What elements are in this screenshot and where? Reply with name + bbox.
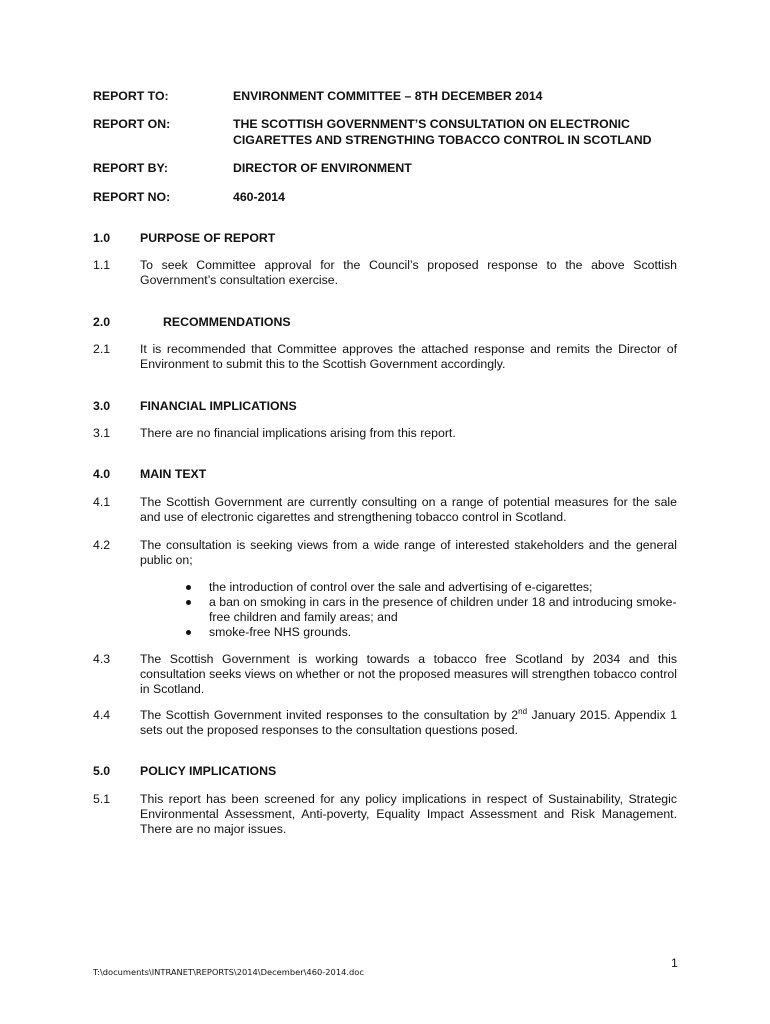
- report-no-value: 460-2014: [233, 190, 285, 204]
- para-4-2-text: The consultation is seeking views from a wide range of interested stakeholders and the general public on;: [140, 538, 677, 567]
- section-5-heading: POLICY IMPLICATIONS: [140, 764, 277, 778]
- para-3-1-number: 3.1: [93, 426, 111, 440]
- section-3-number: 3.0: [93, 399, 111, 413]
- report-on-value: THE SCOTTISH GOVERNMENT’S CONSULTATION ON ELECTRONIC CIGARETTES AND STRENGTHING TOBACCO CONTROL IN SCOTLAND: [233, 117, 652, 147]
- para-4-4-text: [140, 708, 677, 738]
- consultation-topics-list: [186, 580, 677, 640]
- report-to-label: REPORT TO:: [93, 89, 169, 103]
- para-1-1-text: To seek Committee approval for the Council’s proposed response to the above Scottish Government’s consultation exercise.: [140, 258, 677, 287]
- section-4-heading: MAIN TEXT: [140, 467, 207, 481]
- list-item-text: a ban on smoking in cars in the presence of children under 18 and introducing smoke-free children and family areas; and: [209, 595, 677, 624]
- report-to-value: ENVIRONMENT COMMITTEE – 8TH DECEMBER 2014: [233, 89, 543, 103]
- section-4-number: 4.0: [93, 467, 111, 481]
- file-path-footer: T:\documents\INTRANET\REPORTS\2014\December\460-2014.doc: [93, 967, 364, 977]
- section-1-heading: PURPOSE OF REPORT: [140, 231, 276, 245]
- bullet-icon: [186, 585, 191, 590]
- section-2-number: 2.0: [93, 315, 111, 329]
- section-2-heading: RECOMMENDATIONS: [163, 315, 291, 329]
- para-4-4-text-start: The Scottish Government invited responses to the consultation by 2: [140, 708, 519, 722]
- list-item: [186, 580, 677, 595]
- list-item: [186, 595, 677, 625]
- section-5-number: 5.0: [93, 764, 111, 778]
- report-on-label: REPORT ON:: [93, 117, 171, 131]
- list-item-text: smoke-free NHS grounds.: [209, 625, 352, 639]
- para-2-1-text: It is recommended that Committee approves the attached response and remits the Director of Environment to submit this to the Scottish Government accordingly.: [140, 342, 677, 371]
- para-4-4-number: 4.4: [93, 708, 111, 722]
- bullet-icon: [186, 630, 191, 635]
- para-5-1-number: 5.1: [93, 792, 111, 806]
- para-5-1-text: This report has been screened for any policy implications in respect of Sustainability, Strategic Environmental Assessment, Anti-poverty, Equality Impact Assessment and Risk Management. There are no major issues.: [140, 792, 677, 836]
- report-by-value: DIRECTOR OF ENVIRONMENT: [233, 161, 412, 175]
- para-1-1-number: 1.1: [93, 258, 111, 272]
- para-4-1-number: 4.1: [93, 495, 111, 509]
- report-no-label: REPORT NO:: [93, 190, 171, 204]
- section-1-number: 1.0: [93, 231, 111, 245]
- para-4-3-number: 4.3: [93, 652, 111, 666]
- ordinal-suffix: nd: [518, 707, 528, 716]
- page-number: 1: [671, 956, 678, 970]
- para-4-3-text: The Scottish Government is working towards a tobacco free Scotland by 2034 and this consultation seeks views on whether or not the proposed measures will strengthen tobacco control in Scotland.: [140, 652, 677, 696]
- para-4-1-text: The Scottish Government are currently consulting on a range of potential measures for the sale and use of electronic cigarettes and strengthening tobacco control in Scotland.: [140, 495, 677, 524]
- list-item: [186, 625, 677, 640]
- para-4-4-text-end: January 2015. Appendix 1 sets out the proposed responses to the consultation questions posed.: [140, 708, 677, 737]
- para-2-1-number: 2.1: [93, 342, 111, 356]
- list-item-text: the introduction of control over the sale and advertising of e-cigarettes;: [209, 580, 593, 594]
- report-by-label: REPORT BY:: [93, 161, 168, 175]
- section-3-heading: FINANCIAL IMPLICATIONS: [140, 399, 297, 413]
- para-3-1-text: There are no financial implications arising from this report.: [140, 426, 456, 440]
- para-4-2-number: 4.2: [93, 538, 111, 552]
- bullet-icon: [186, 600, 191, 605]
